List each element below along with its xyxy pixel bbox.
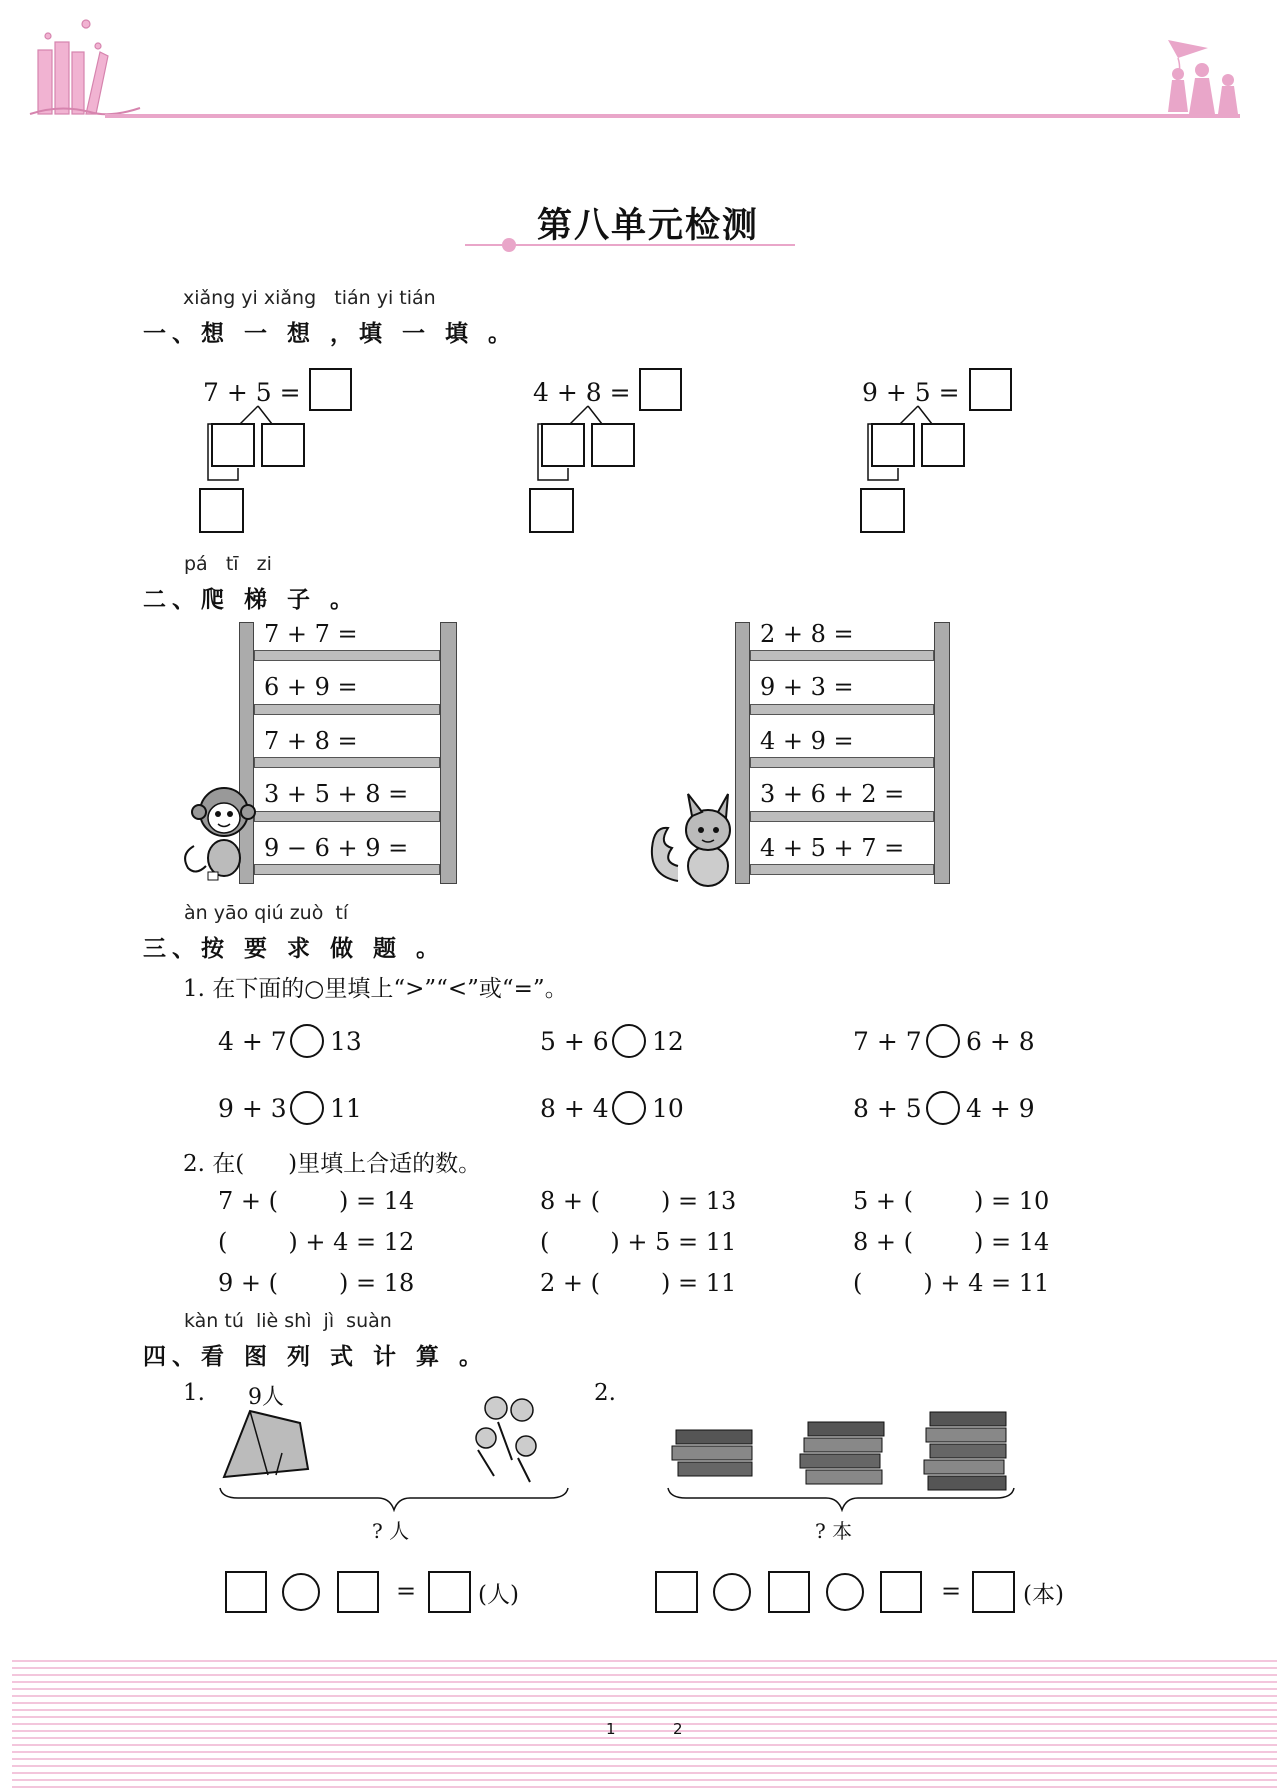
answer-box[interactable]: [655, 1571, 698, 1613]
fill-blank[interactable]: ( ) + 4 = 11: [853, 1269, 1050, 1297]
q1-label: 1. 在下面的○里填上“>”“<”或“=”。: [183, 976, 568, 1002]
answer-box[interactable]: [428, 1571, 471, 1613]
page-number-right: 2: [673, 1720, 683, 1738]
section3-heading: 三、按 要 求 做 题 。: [143, 936, 446, 962]
answer-box[interactable]: [768, 1571, 810, 1613]
answer-box[interactable]: [880, 1571, 922, 1613]
unit-label: (人): [478, 1582, 519, 1608]
fill-blank[interactable]: 5 + ( ) = 10: [853, 1187, 1050, 1215]
ladder-expr: 4 + 9 =: [760, 727, 854, 755]
fill-blank[interactable]: ( ) + 5 = 11: [540, 1228, 737, 1256]
problem-2-number: 2.: [594, 1380, 616, 1406]
answer-box[interactable]: [309, 368, 352, 411]
fill-blank[interactable]: ( ) + 4 = 12: [218, 1228, 415, 1256]
ladder-expr: 2 + 8 =: [760, 620, 854, 648]
answer-box[interactable]: [337, 1571, 379, 1613]
compare-circle[interactable]: [926, 1091, 960, 1125]
decompose-expr-1: 7 + 5 =: [203, 378, 301, 407]
tent-icon: [220, 1405, 312, 1485]
children-kite-icon: [1168, 40, 1238, 114]
compare-circle[interactable]: [612, 1024, 646, 1058]
page-number-left: 1: [606, 1720, 616, 1738]
brace-2: [666, 1486, 1016, 1512]
books-stack-icon: [798, 1418, 890, 1494]
compare-right: 13: [330, 1027, 362, 1056]
footer-stripes: [12, 1655, 1277, 1789]
monkey-icon: [180, 776, 260, 881]
fill-blank[interactable]: 7 + ( ) = 14: [218, 1187, 415, 1215]
fill-blank[interactable]: 8 + ( ) = 13: [540, 1187, 737, 1215]
q2-label: 2. 在( )里填上合适的数。: [183, 1151, 482, 1177]
problem-1-total: 9人: [248, 1385, 284, 1410]
problem-1-number: 1.: [183, 1380, 205, 1406]
section4-pinyin: kàn tú liè shì jì suàn: [184, 1310, 392, 1332]
ladder-expr: 7 + 7 =: [264, 620, 358, 648]
ten-box[interactable]: [199, 488, 244, 533]
books-stack-icon: [922, 1408, 1014, 1492]
squirrel-icon: [648, 786, 738, 890]
ten-box[interactable]: [529, 488, 574, 533]
decompose-expr-3: 9 + 5 =: [862, 378, 960, 407]
operator-circle[interactable]: [713, 1573, 751, 1611]
compare-left: 8 + 4: [540, 1094, 609, 1123]
unit-label: (本): [1023, 1582, 1064, 1608]
section3-pinyin: àn yāo qiú zuò tí: [184, 902, 349, 924]
equals-sign: =: [396, 1577, 417, 1605]
compare-left: 8 + 5: [853, 1094, 922, 1123]
answer-box[interactable]: [969, 368, 1012, 411]
compare-right: 10: [652, 1094, 684, 1123]
title-underline: [465, 236, 795, 256]
fill-blank[interactable]: 2 + ( ) = 11: [540, 1269, 737, 1297]
ladder-expr: 3 + 5 + 8 =: [264, 780, 409, 808]
section2-pinyin: pá tī zi: [184, 553, 272, 575]
ladder-expr: 3 + 6 + 2 =: [760, 780, 905, 808]
ladder-expr: 4 + 5 + 7 =: [760, 834, 905, 862]
compare-right: 6 + 8: [966, 1027, 1035, 1056]
ladder-expr: 7 + 8 =: [264, 727, 358, 755]
books-logo-icon: [30, 20, 140, 114]
ten-box[interactable]: [860, 488, 905, 533]
split-box[interactable]: [211, 423, 255, 467]
split-box[interactable]: [261, 423, 305, 467]
compare-left: 9 + 3: [218, 1094, 287, 1123]
section4-heading: 四、看 图 列 式 计 算 。: [143, 1344, 489, 1370]
answer-box[interactable]: [972, 1571, 1015, 1613]
operator-circle[interactable]: [826, 1573, 864, 1611]
fill-blank[interactable]: 8 + ( ) = 14: [853, 1228, 1050, 1256]
compare-circle[interactable]: [612, 1091, 646, 1125]
compare-circle[interactable]: [290, 1024, 324, 1058]
problem-1-question: ? 人: [372, 1519, 410, 1543]
decompose-expr-2: 4 + 8 =: [533, 378, 631, 407]
compare-right: 11: [330, 1094, 362, 1123]
fill-blank[interactable]: 9 + ( ) = 18: [218, 1269, 415, 1297]
split-box[interactable]: [591, 423, 635, 467]
section2-heading: 二、爬 梯 子 。: [143, 587, 360, 613]
compare-left: 5 + 6: [540, 1027, 609, 1056]
answer-box[interactable]: [225, 1571, 267, 1613]
children-running-icon: [468, 1390, 548, 1486]
brace-1: [218, 1486, 570, 1512]
answer-box[interactable]: [639, 368, 682, 411]
ladder-expr: 9 + 3 =: [760, 673, 854, 701]
section1-heading: 一、想 一 想 ，填 一 填 。: [143, 321, 518, 347]
compare-left: 4 + 7: [218, 1027, 287, 1056]
compare-right: 4 + 9: [966, 1094, 1035, 1123]
ladder-expr: 9 − 6 + 9 =: [264, 834, 409, 862]
section1-pinyin: xiǎng yi xiǎng tián yi tián: [183, 287, 436, 309]
split-box[interactable]: [921, 423, 965, 467]
compare-left: 7 + 7: [853, 1027, 922, 1056]
compare-circle[interactable]: [926, 1024, 960, 1058]
page-title: 第八单元检测: [537, 205, 760, 246]
problem-2-question: ? 本: [815, 1519, 853, 1543]
books-stack-icon: [670, 1420, 762, 1488]
equals-sign: =: [941, 1577, 962, 1605]
split-box[interactable]: [541, 423, 585, 467]
operator-circle[interactable]: [282, 1573, 320, 1611]
split-box[interactable]: [871, 423, 915, 467]
compare-right: 12: [652, 1027, 684, 1056]
ladder-expr: 6 + 9 =: [264, 673, 358, 701]
compare-circle[interactable]: [290, 1091, 324, 1125]
header-decoration: [0, 0, 1287, 140]
